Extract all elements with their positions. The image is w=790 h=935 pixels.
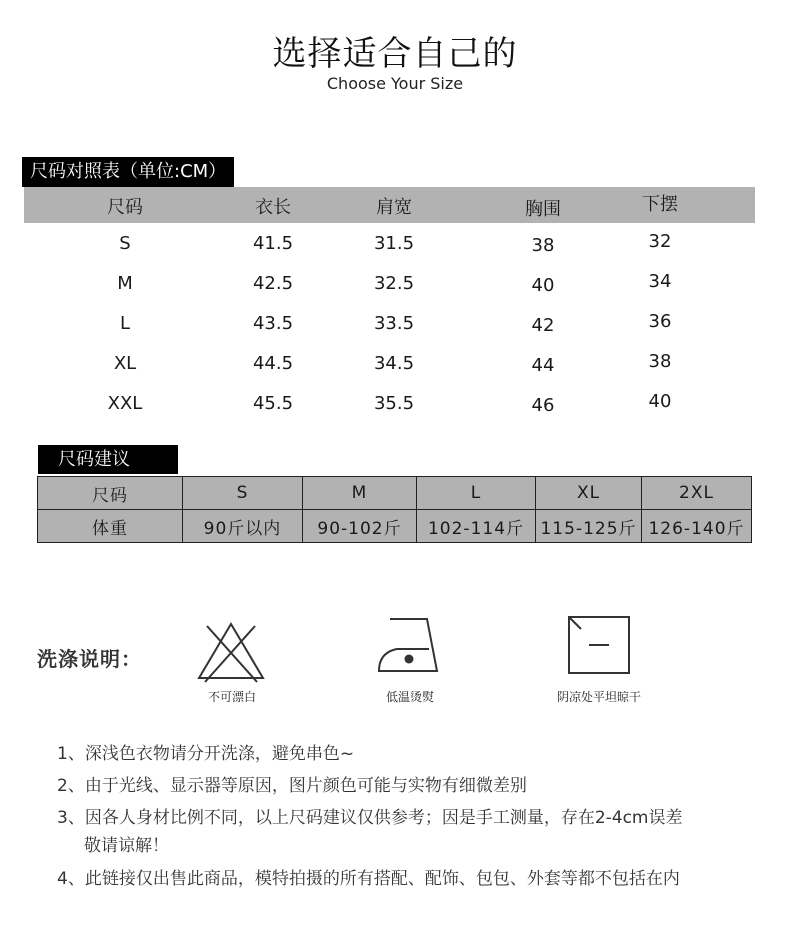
- table-cell: 33.5: [373, 313, 415, 334]
- table-row: [24, 230, 755, 270]
- table-cell: L: [119, 313, 131, 334]
- table-cell: 115-125斤: [536, 510, 642, 543]
- table-cell: 90-102斤: [303, 510, 417, 543]
- table-cell: XL: [113, 353, 137, 374]
- table-cell: 38: [648, 351, 672, 372]
- table-cell: 40: [648, 391, 672, 412]
- page-subtitle: Choose Your Size: [326, 74, 464, 93]
- column-header: 衣长: [255, 197, 291, 218]
- table-cell: XL: [536, 477, 642, 510]
- column-header: 胸围: [525, 199, 561, 220]
- column-header: 下摆: [642, 194, 678, 215]
- table-cell: 42.5: [252, 273, 294, 294]
- note-item: 4、此链接仅出售此商品，模特拍摄的所有搭配、配饰、包包、外套等都不包括在内: [57, 869, 680, 889]
- table-cell: 44.5: [252, 353, 294, 374]
- wash-instructions-label: 洗涤说明：: [37, 647, 142, 671]
- table-cell: 45.5: [252, 393, 294, 414]
- note-item: 3、因各人身材比例不同，以上尺码建议仅供参考；因是手工测量，存在2-4cm误差: [57, 808, 683, 828]
- wash-item-label: 不可漂白: [207, 690, 257, 704]
- table-cell: 43.5: [252, 313, 294, 334]
- table-row: [24, 390, 755, 430]
- table-cell: 34.5: [373, 353, 415, 374]
- note-item: 1、深浅色衣物请分开洗涤，避免串色~: [57, 744, 355, 764]
- table-cell: 2XL: [642, 477, 752, 510]
- low-temp-iron-icon: [375, 615, 445, 675]
- size-chart-header: [24, 187, 755, 223]
- table-cell: 36: [648, 311, 672, 332]
- table-cell: 32: [648, 231, 672, 252]
- table-cell: 40: [531, 275, 555, 296]
- note-item: 2、由于光线、显示器等原因，图片颜色可能与实物有细微差别: [57, 776, 527, 796]
- table-cell: L: [417, 477, 536, 510]
- table-cell: M: [117, 273, 133, 294]
- table-cell: 34: [648, 271, 672, 292]
- table-row: [24, 350, 755, 390]
- table-cell: 38: [531, 235, 555, 256]
- wash-item-label: 低温烫熨: [385, 690, 435, 704]
- table-cell: 42: [531, 315, 555, 336]
- table-cell: 90斤以内: [183, 510, 303, 543]
- table-cell: 41.5: [252, 233, 294, 254]
- column-header: 尺码: [107, 197, 143, 218]
- size-advice-label: 尺码建议: [38, 445, 178, 474]
- table-row: [24, 310, 755, 350]
- table-row: [38, 510, 752, 543]
- note-item: 敬请谅解！: [84, 836, 169, 856]
- table-cell: S: [119, 233, 131, 254]
- table-cell: M: [303, 477, 417, 510]
- no-bleach-icon: [195, 620, 267, 684]
- table-cell: 32.5: [373, 273, 415, 294]
- size-advice-table: [37, 476, 752, 543]
- table-cell: S: [183, 477, 303, 510]
- column-header: 肩宽: [376, 197, 412, 218]
- shade-dry-flat-icon: [567, 615, 633, 677]
- table-cell: 尺码: [38, 477, 183, 510]
- table-cell: XXL: [107, 393, 143, 414]
- table-cell: 31.5: [373, 233, 415, 254]
- table-cell: 46: [531, 395, 555, 416]
- size-chart-label: 尺码对照表（单位:CM）: [22, 157, 234, 187]
- table-cell: 体重: [38, 510, 183, 543]
- wash-item-label: 阴凉处平坦晾干: [556, 690, 642, 704]
- page-title: 选择适合自己的: [272, 34, 518, 74]
- table-cell: 102-114斤: [417, 510, 536, 543]
- table-cell: 35.5: [373, 393, 415, 414]
- table-row: [24, 270, 755, 310]
- table-cell: 44: [531, 355, 555, 376]
- table-cell: 126-140斤: [642, 510, 752, 543]
- table-row: [38, 477, 752, 510]
